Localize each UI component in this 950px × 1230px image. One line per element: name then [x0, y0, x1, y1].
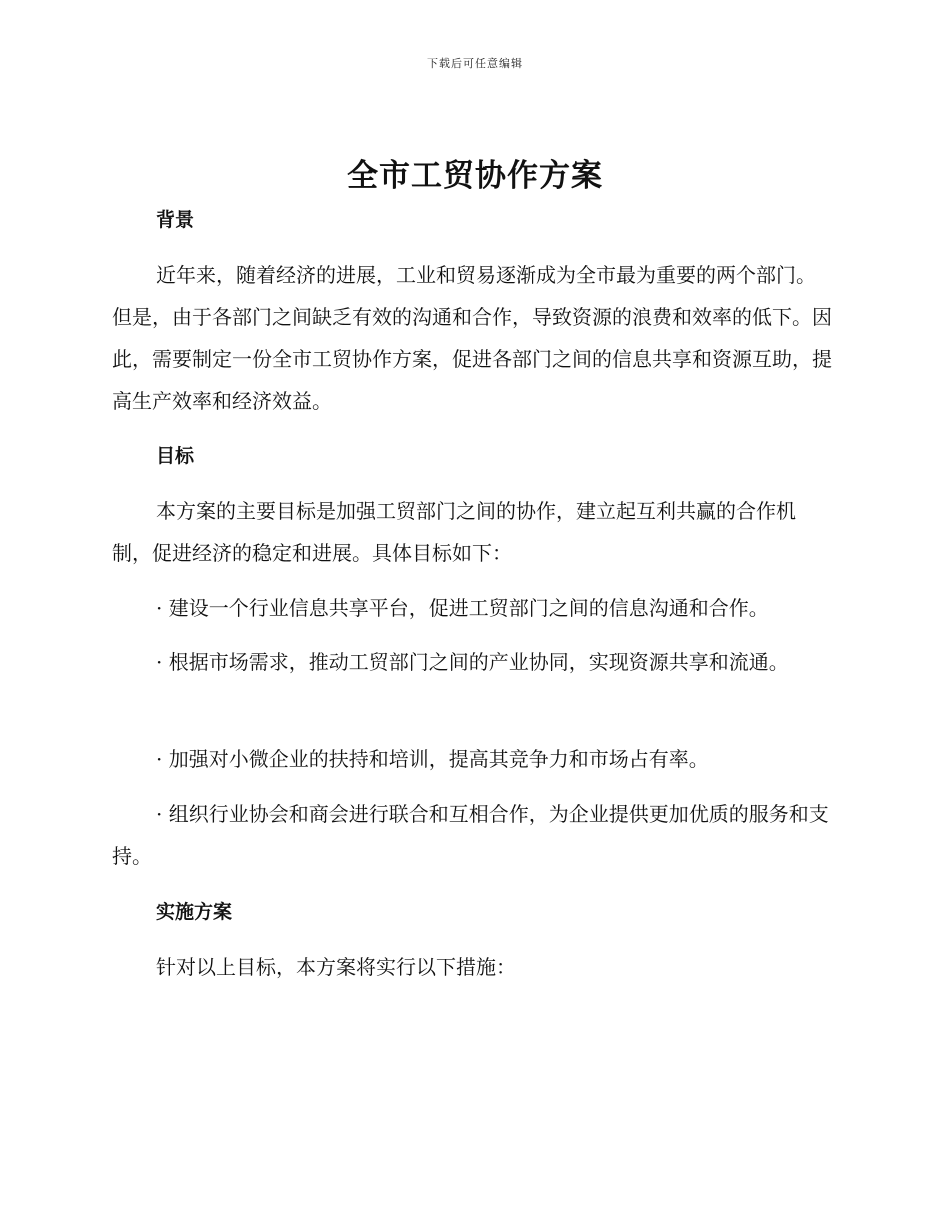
section-heading-implementation: 实施方案	[156, 901, 233, 923]
goal-bullet-2: · 根据市场需求，推动工贸部门之间的产业协同，实现资源共享和流通。	[156, 650, 789, 674]
goal-bullet-3: · 加强对小微企业的扶持和培训，提高其竞争力和市场占有率。	[156, 747, 709, 771]
goal-bullet-4: · 组织行业协会和商会进行联合和互相合作，为企业提供更加优质的服务和支持。	[112, 802, 829, 868]
goal-bullet-1: · 建设一个行业信息共享平台，促进工贸部门之间的信息沟通和合作。	[156, 596, 769, 620]
section-heading-goals: 目标	[156, 445, 195, 467]
section-heading-background: 背景	[156, 209, 195, 231]
header-note: 下载后可任意编辑	[427, 57, 523, 70]
paragraph-implementation: 针对以上目标，本方案将实行以下措施：	[156, 955, 516, 979]
document-title: 全市工贸协作方案	[347, 158, 603, 194]
paragraph-goals: 本方案的主要目标是加强工贸部门之间的协作，建立起互利共赢的合作机制，促进经济的稳定和进展。具体目标如下：	[112, 499, 796, 565]
paragraph-background: 近年来，随着经济的进展，工业和贸易逐渐成为全市最为重要的两个部门。但是，由于各部门之间缺乏有效的沟通和合作，导致资源的浪费和效率的低下。因此，需要制定一份全市工贸协作方案，促进各部门之间的信息共享和资源互助，提高生产效率和经济效益。	[112, 263, 832, 413]
